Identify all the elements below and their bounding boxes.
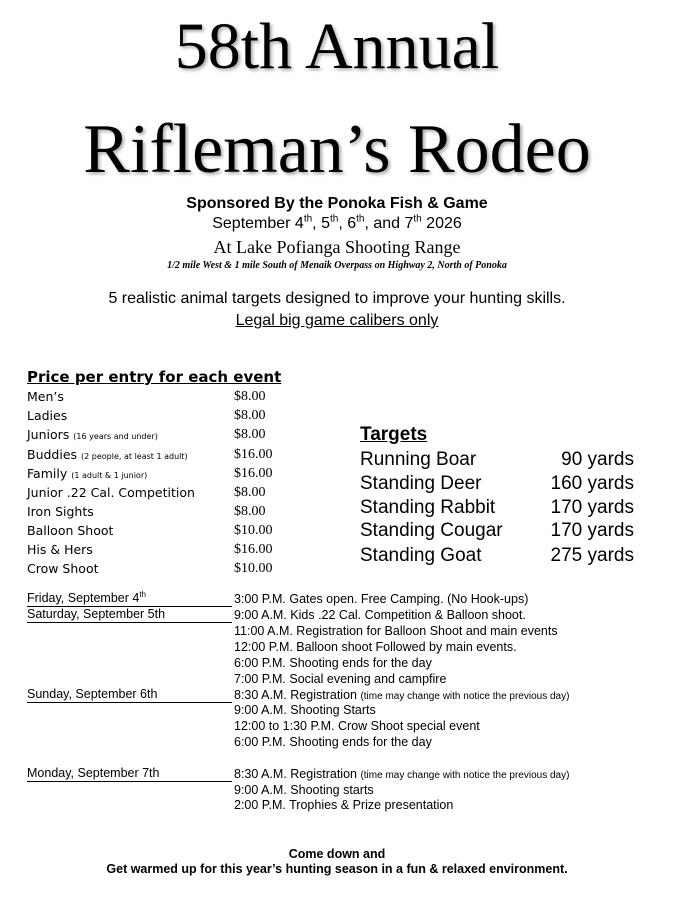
target-distance: 160 yards — [550, 473, 634, 494]
description-line: 5 realistic animal targets designed to improve your hunting skills. — [108, 290, 566, 307]
schedule-day-monday: Monday, September 7th — [27, 766, 232, 782]
schedule-item: 12:00 P.M. Balloon shoot Followed by main events. — [234, 640, 517, 654]
event-name: Family (1 adult & 1 junior) — [27, 466, 148, 481]
schedule-day-friday: Friday, September 4th — [27, 591, 232, 607]
schedule-item: 3:00 P.M. Gates open. Free Camping. (No Hook-ups) — [234, 592, 529, 606]
target-row — [360, 448, 660, 472]
event-name: Iron Sights — [27, 504, 94, 519]
event-name: Ladies — [27, 408, 68, 423]
event-price: $8.00 — [234, 408, 266, 423]
title-line-1: 58th Annual — [174, 10, 500, 83]
target-distance: 275 yards — [550, 545, 634, 566]
target-row — [360, 519, 660, 543]
target-distance: 170 yards — [550, 497, 634, 518]
calibers-note: Legal big game calibers only — [235, 312, 439, 329]
sponsor-line: Sponsored By the Ponoka Fish & Game — [186, 195, 488, 212]
target-name: Standing Deer — [360, 473, 482, 494]
targets-heading: Targets — [360, 424, 428, 445]
target-name: Standing Goat — [360, 545, 482, 566]
title-line-2: Rifleman’s Rodeo — [83, 111, 591, 188]
price-row — [0, 425, 320, 444]
event-price: $8.00 — [234, 504, 266, 519]
schedule-item: 11:00 A.M. Registration for Balloon Shoot and main events — [234, 624, 558, 638]
event-price: $16.00 — [234, 447, 273, 462]
schedule-item: 9:00 A.M. Shooting starts — [234, 783, 374, 797]
event-name: Crow Shoot — [27, 561, 99, 576]
schedule-item: 8:30 A.M. Registration (time may change with notice the previous day) — [234, 767, 570, 781]
schedule-item: 7:00 P.M. Social evening and campfire — [234, 672, 447, 686]
price-row — [0, 502, 320, 521]
schedule-day-saturday: Saturday, September 5th — [27, 607, 232, 623]
event-price: $8.00 — [234, 485, 266, 500]
schedule-item: 9:00 A.M. Kids .22 Cal. Competition & Balloon shoot. — [234, 608, 526, 622]
event-name: Juniors (16 years and under) — [27, 427, 158, 442]
event-price: $16.00 — [234, 542, 273, 557]
price-row — [0, 464, 320, 483]
price-row — [0, 540, 320, 559]
target-row — [360, 472, 660, 496]
event-name: Men’s — [27, 389, 64, 404]
event-name: Junior .22 Cal. Competition — [27, 485, 195, 500]
price-row — [0, 559, 320, 578]
event-name: His & Hers — [27, 542, 93, 557]
price-row — [0, 387, 320, 406]
price-row — [0, 521, 320, 540]
price-row — [0, 483, 320, 502]
price-row — [0, 445, 320, 464]
target-name: Standing Cougar — [360, 520, 503, 541]
event-dates: September 4th, 5th, 6th, and 7th 2026 — [212, 213, 462, 232]
event-price: $8.00 — [234, 427, 266, 442]
footer-line-1: Come down and — [288, 847, 386, 861]
event-name: Buddies (2 people, at least 1 adult) — [27, 447, 188, 462]
directions: 1/2 mile West & 1 mile South of Menaik Overpass on Highway 2, North of Ponoka — [167, 260, 507, 271]
event-price: $16.00 — [234, 466, 273, 481]
target-row — [360, 544, 660, 568]
price-heading: Price per entry for each event — [27, 368, 282, 386]
schedule-item: 8:30 A.M. Registration (time may change with notice the previous day) — [234, 688, 570, 702]
footer-line-2: Get warmed up for this year’s hunting season in a fun & relaxed environment. — [106, 862, 568, 876]
event-price: $10.00 — [234, 561, 273, 576]
target-row — [360, 496, 660, 520]
price-row — [0, 406, 320, 425]
schedule-item: 9:00 A.M. Shooting Starts — [234, 703, 376, 717]
schedule-item: 12:00 to 1:30 P.M. Crow Shoot special event — [234, 719, 480, 733]
target-name: Running Boar — [360, 449, 477, 470]
target-name: Standing Rabbit — [360, 497, 496, 518]
schedule-item: 6:00 P.M. Shooting ends for the day — [234, 656, 432, 670]
event-location: At Lake Pofianga Shooting Range — [213, 237, 461, 257]
event-price: $10.00 — [234, 523, 273, 538]
schedule-item: 2:00 P.M. Trophies & Prize presentation — [234, 798, 454, 812]
target-distance: 170 yards — [550, 520, 634, 541]
target-distance: 90 yards — [561, 449, 634, 470]
schedule-day-sunday: Sunday, September 6th — [27, 687, 232, 703]
schedule-item: 6:00 P.M. Shooting ends for the day — [234, 735, 432, 749]
event-name: Balloon Shoot — [27, 523, 114, 538]
event-price: $8.00 — [234, 389, 266, 404]
